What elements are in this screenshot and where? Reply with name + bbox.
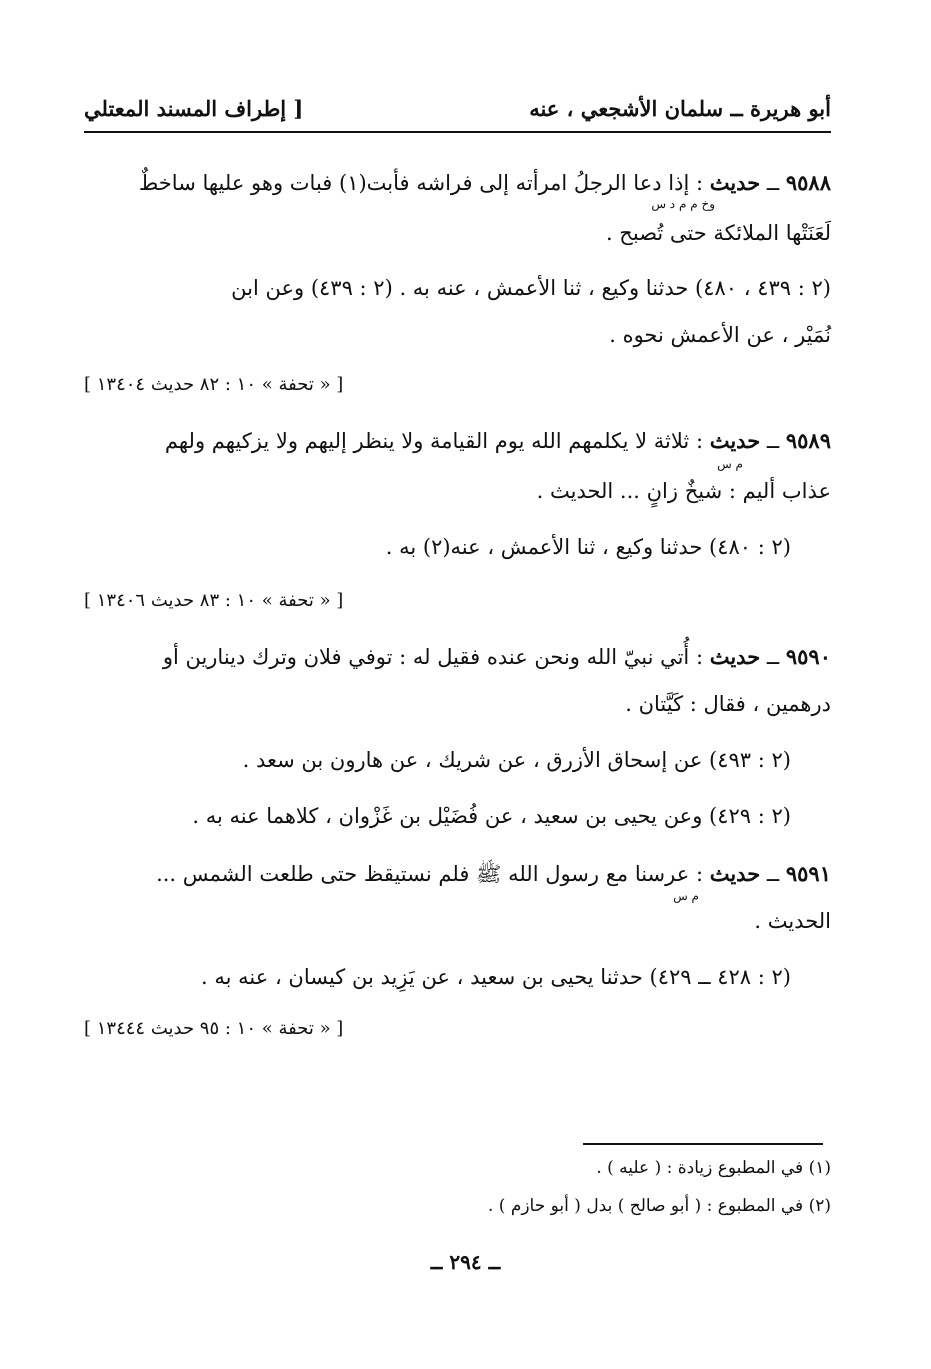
chain-line: (٢ : ٤٢٩) وعن يحيى بن سعيد ، عن فُضَيْل بن غَزْوان ، كلاهما عنه به . bbox=[192, 804, 791, 828]
chain-line: نُمَيْر ، عن الأعمش نحوه . bbox=[609, 323, 831, 347]
hadith-sigla: وخ م م د س bbox=[651, 197, 715, 211]
hadith-text-line: الحديث . bbox=[754, 909, 831, 933]
tuhfa-reference: [ « تحفة » ١٠ : ٩٥ حديث ١٣٤٤٤ ] bbox=[84, 1018, 344, 1039]
hadith-keyword: حديث bbox=[709, 428, 761, 453]
hadith-number: ٩٥٩٠ bbox=[785, 644, 831, 669]
chain-line: (٢ : ٤٢٨ ــ ٤٢٩) حدثنا يحيى بن سعيد ، عن يَزِيد بن كيسان ، عنه به . bbox=[201, 965, 791, 989]
hadith-number: ٩٥٨٨ bbox=[785, 170, 831, 195]
hadith-keyword: حديث bbox=[709, 861, 761, 886]
tuhfa-reference: [ « تحفة » ١٠ : ٨٣ حديث ١٣٤٠٦ ] bbox=[84, 590, 344, 611]
hadith-sigla: م س bbox=[673, 889, 699, 903]
chain-line: (٢ : ٤٨٠) حدثنا وكيع ، ثنا الأعمش ، عنه(٢) به . bbox=[385, 535, 791, 559]
footnote-1: (١) في المطبوع زيادة : ( عليه ) . bbox=[596, 1158, 831, 1178]
hadith-text-line: عذاب أليم : شيخٌ زانٍ ... الحديث . bbox=[536, 479, 831, 503]
hadith-text-line: لَعَنَتْها الملائكة حتى تُصبح . bbox=[605, 221, 831, 245]
hadith-number: ٩٥٨٩ bbox=[785, 428, 831, 453]
hadith-9589-line-1: ٩٥٨٩ ــ حديث : ثلاثة لا يكلمهم الله يوم القيامة ولا ينظر إليهم ولا يزكيهم ولهم bbox=[164, 428, 831, 453]
running-header-left: [ إطراف المسند المعتلي bbox=[84, 96, 304, 121]
footnote-rule bbox=[583, 1143, 823, 1145]
hadith-text-line: درهمين ، فقال : كَيَّتان . bbox=[625, 692, 831, 716]
hadith-keyword: حديث bbox=[709, 170, 761, 195]
hadith-9590-line-1: ٩٥٩٠ ــ حديث : أُتي نبيّ الله ونحن عنده فقيل له : توفي فلان وترك دينارين أو bbox=[162, 644, 831, 669]
hadith-text: : أُتي نبيّ الله ونحن عنده فقيل له : توفي فلان وترك دينارين أو bbox=[162, 645, 704, 669]
chain-line: (٢ : ٤٣٩ ، ٤٨٠) حدثنا وكيع ، ثنا الأعمش ، عنه به . (٢ : ٤٣٩) وعن ابن bbox=[231, 276, 831, 300]
hadith-text: : ثلاثة لا يكلمهم الله يوم القيامة ولا ينظر إليهم ولا يزكيهم ولهم bbox=[164, 429, 704, 453]
running-header-right: أبو هريرة ــ سلمان الأشجعي ، عنه bbox=[529, 96, 831, 121]
footnote-2: (٢) في المطبوع : ( أبو صالح ) بدل ( أبو حازم ) . bbox=[487, 1196, 831, 1216]
header-rule bbox=[84, 131, 831, 133]
page-number: ــ ٢٩٤ ــ bbox=[430, 1250, 501, 1274]
hadith-9591-line-1: ٩٥٩١ ــ حديث : عرسنا مع رسول الله ﷺ فلم نستيقظ حتى طلعت الشمس ... bbox=[156, 861, 831, 886]
hadith-text: : عرسنا مع رسول الله ﷺ فلم نستيقظ حتى طلعت الشمس ... bbox=[156, 862, 704, 886]
hadith-9588-line-1: ٩٥٨٨ ــ حديث : إذا دعا الرجلُ امرأته إلى فراشه فأبت(١) فبات وهو عليها ساخطٌ bbox=[138, 170, 831, 195]
chain-line: (٢ : ٤٩٣) عن إسحاق الأزرق ، عن شريك ، عن هارون بن سعد . bbox=[242, 748, 791, 772]
hadith-keyword: حديث bbox=[709, 644, 761, 669]
hadith-number: ٩٥٩١ bbox=[785, 861, 831, 886]
hadith-sigla: م س bbox=[717, 457, 743, 471]
hadith-text: : إذا دعا الرجلُ امرأته إلى فراشه فأبت(١) فبات وهو عليها ساخطٌ bbox=[138, 171, 704, 195]
tuhfa-reference: [ « تحفة » ١٠ : ٨٢ حديث ١٣٤٠٤ ] bbox=[84, 374, 344, 395]
